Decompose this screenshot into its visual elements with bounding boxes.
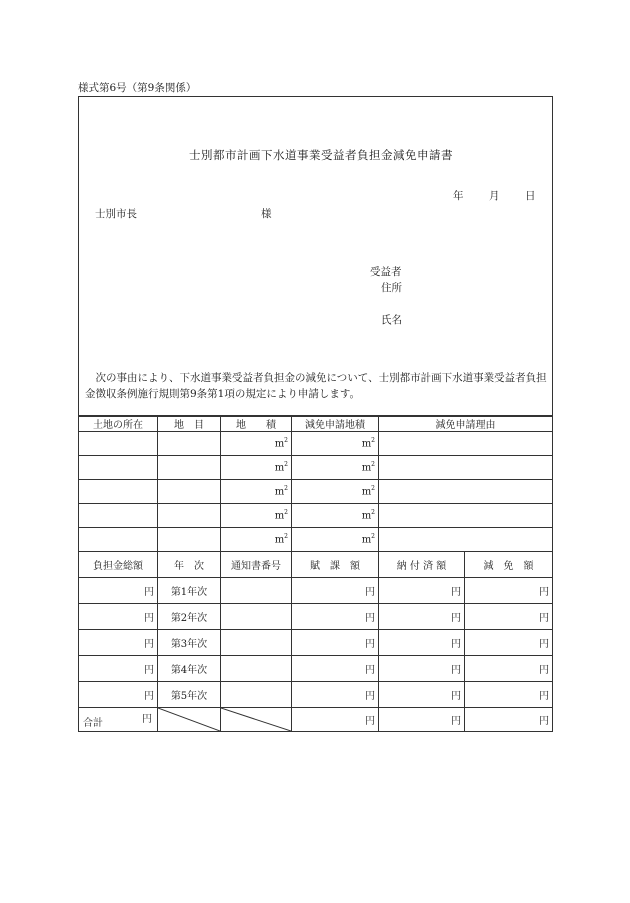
land-location-cell[interactable] [79,432,158,456]
reduction-area-cell[interactable]: $m^2$ [292,504,379,528]
header-land-location: 土地の所在 [79,416,158,432]
land-location-cell[interactable] [79,528,158,552]
reduction-reason-cell[interactable] [379,480,553,504]
reduction-reason-cell[interactable] [379,456,553,480]
header-year: 年 次 [158,552,221,578]
land-area-cell[interactable]: $m^2$ [221,504,292,528]
form-number: 様式第6号（第9条関係） [78,82,197,94]
year-cell: 第4年次 [158,656,221,682]
land-location-cell[interactable] [79,480,158,504]
header-reduction-amount: 減 免 額 [465,552,553,578]
land-row [79,528,553,552]
header-reduction-reason: 減免申請理由 [379,416,553,432]
payment-row [79,656,553,682]
diagonal-strike [221,708,291,731]
assessed-amount-cell[interactable]: 円 [292,604,379,630]
reduction-area-cell[interactable]: $m^2$ [292,456,379,480]
total-charge-cell[interactable]: 円 [79,656,158,682]
land-category-cell[interactable] [158,432,221,456]
total-charge-cell[interactable]: 円 [79,578,158,604]
total-sum-cell[interactable] [79,708,158,732]
address-label: 住所 [381,282,402,294]
reduction-amount-cell[interactable]: 円 [465,656,553,682]
land-row [79,432,553,456]
notice-number-cell[interactable] [221,630,292,656]
year-cell: 第5年次 [158,682,221,708]
payment-row [79,604,553,630]
assessed-amount-cell[interactable]: 円 [292,630,379,656]
land-category-cell[interactable] [158,528,221,552]
land-row [79,480,553,504]
header-paid-amount: 納 付 済 額 [379,552,465,578]
reduction-amount-cell[interactable]: 円 [465,578,553,604]
name-label: 氏名 [381,314,402,326]
total-notice-void [221,708,292,732]
notice-number-cell[interactable] [221,682,292,708]
paid-amount-cell[interactable]: 円 [379,682,465,708]
land-category-cell[interactable] [158,504,221,528]
notice-number-cell[interactable] [221,604,292,630]
application-frame [78,96,553,417]
year-cell: 第2年次 [158,604,221,630]
land-category-cell[interactable] [158,456,221,480]
assessed-amount-cell[interactable]: 円 [292,682,379,708]
total-row [79,708,553,732]
reduction-amount-cell[interactable]: 円 [465,604,553,630]
land-category-cell[interactable] [158,480,221,504]
assessed-amount-cell[interactable]: 円 [292,656,379,682]
reduction-reason-cell[interactable] [379,504,553,528]
land-location-cell[interactable] [79,456,158,480]
reduction-amount-cell[interactable]: 円 [465,630,553,656]
total-year-void [158,708,221,732]
assessed-amount-cell[interactable]: 円 [292,578,379,604]
paid-amount-cell[interactable]: 円 [379,578,465,604]
reduction-reason-cell[interactable] [379,528,553,552]
header-land-category: 地 目 [158,416,221,432]
land-header-row [79,416,553,432]
total-label: 合計 [83,718,103,729]
land-location-cell[interactable] [79,504,158,528]
document-title: 士別都市計画下水道事業受益者負担金減免申請書 [189,148,453,162]
diagonal-strike [158,708,220,731]
paid-amount-cell[interactable]: 円 [379,604,465,630]
addressee-mayor: 士別市長 [95,208,137,220]
year-cell: 第3年次 [158,630,221,656]
header-reduction-area: 減免申請地積 [292,416,379,432]
header-total-charge: 負担金総額 [79,552,158,578]
total-charge-cell[interactable]: 円 [79,630,158,656]
total-yen: 円 [142,714,152,725]
land-row [79,504,553,528]
total-reduction-cell[interactable]: 円 [465,708,553,732]
year-cell: 第1年次 [158,578,221,604]
total-assessed-cell[interactable]: 円 [292,708,379,732]
land-row [79,456,553,480]
reduction-area-cell[interactable]: $m^2$ [292,432,379,456]
header-assessed-amount: 賦 課 額 [292,552,379,578]
land-area-cell[interactable]: $m^2$ [221,528,292,552]
reduction-reason-cell[interactable] [379,432,553,456]
application-table [78,415,553,732]
date-year: 年 [453,190,464,202]
total-paid-cell[interactable]: 円 [379,708,465,732]
land-area-cell[interactable]: $m^2$ [221,432,292,456]
payment-header-row [79,552,553,578]
reduction-amount-cell[interactable]: 円 [465,682,553,708]
notice-number-cell[interactable] [221,578,292,604]
addressee-honorific: 様 [261,208,272,220]
land-area-cell[interactable]: $m^2$ [221,456,292,480]
notice-number-cell[interactable] [221,656,292,682]
payment-row [79,578,553,604]
total-charge-cell[interactable]: 円 [79,604,158,630]
payment-row [79,630,553,656]
reduction-area-cell[interactable]: $m^2$ [292,480,379,504]
application-statement: 次の事由により、下水道事業受益者負担金の減免について、士別都市計画下水道事業受益者負担金徴収条例施行規則第9条第1項の規定により申請します。 [85,372,547,400]
beneficiary-label: 受益者 [370,266,402,278]
date-day: 日 [525,190,536,202]
header-land-area: 地 積 [221,416,292,432]
header-notice-number: 通知書番号 [221,552,292,578]
land-area-cell[interactable]: $m^2$ [221,480,292,504]
paid-amount-cell[interactable]: 円 [379,656,465,682]
total-charge-cell[interactable]: 円 [79,682,158,708]
paid-amount-cell[interactable]: 円 [379,630,465,656]
date-month: 月 [489,190,500,202]
payment-row [79,682,553,708]
reduction-area-cell[interactable]: $m^2$ [292,528,379,552]
